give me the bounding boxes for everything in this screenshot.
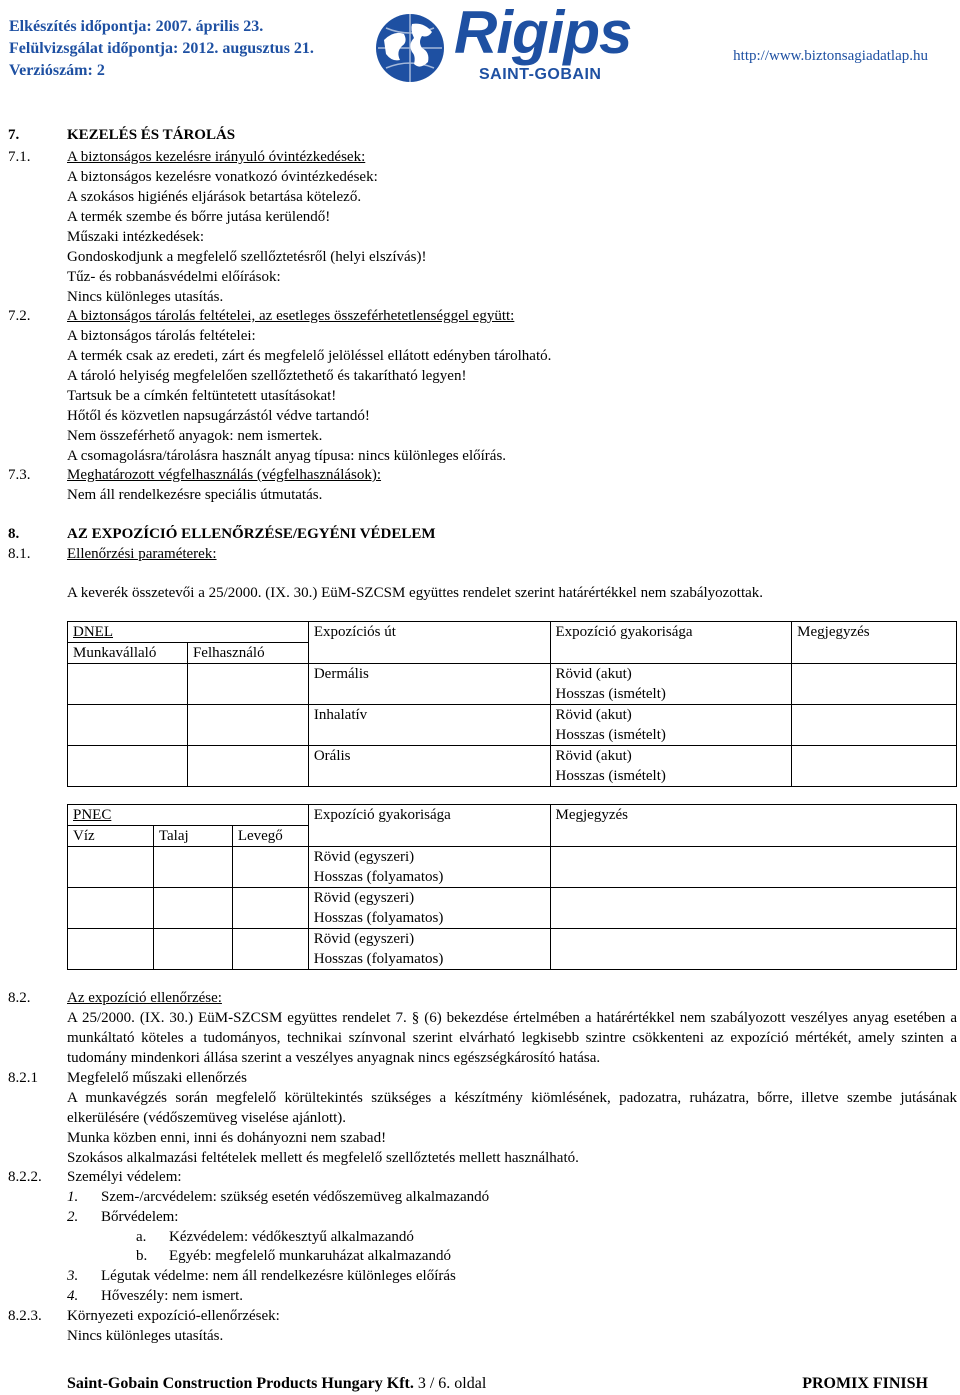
brand-name: Rigips	[454, 0, 632, 66]
text-line: Hőtől és közvetlen napsugárzástól védve tartandó!	[67, 408, 370, 424]
list-item: Egyéb: megfelelő munkaruházat alkalmazandó	[169, 1248, 451, 1264]
dnel-consumer-header: Felhasználó	[187, 643, 308, 664]
pnec-air-header: Levegő	[232, 826, 308, 847]
pnec-soil-header: Talaj	[153, 826, 232, 847]
table-cell	[68, 929, 154, 970]
table-row	[68, 705, 957, 746]
pnec-water-header: Víz	[68, 826, 154, 847]
list-letter: a.	[136, 1229, 147, 1245]
prepared-date: Elkészítés időpontja: 2007. április 23.	[9, 18, 264, 35]
table-cell	[153, 847, 232, 888]
note-cell	[550, 847, 957, 888]
section-7-2-number: 7.2.	[8, 308, 31, 324]
table-row	[68, 746, 957, 787]
dnel-label: DNEL	[68, 622, 309, 643]
list-number: 2.	[67, 1209, 79, 1225]
section-8-2-number: 8.2.	[8, 990, 31, 1006]
section-7-3-title: Meghatározott végfelhasználás (végfelhasználások):	[67, 467, 382, 483]
table-cell	[68, 746, 188, 787]
text-line: Nincs különleges utasítás.	[67, 289, 224, 305]
text-line: Műszaki intézkedések:	[67, 229, 205, 245]
table-cell	[232, 929, 308, 970]
table-cell	[187, 705, 308, 746]
table-row	[68, 847, 957, 888]
text-line: Tűz- és robbanásvédelmi előírások:	[67, 269, 281, 285]
text-line: Szokásos alkalmazási feltételek mellett és megfelelő szellőztetés mellett használható.	[67, 1150, 579, 1166]
text-line: A tároló helyiség megfelelően szellőztethető és takarítható legyen!	[67, 368, 467, 384]
text-line: A biztonságos tárolás feltételei:	[67, 328, 256, 344]
note-cell	[550, 929, 957, 970]
globe-icon	[374, 12, 446, 84]
section-8-1-text: A keverék összetevői a 25/2000. (IX. 30.) EüM-SZCSM együttes rendelet szerint határértékkel nem szabályozottak.	[67, 585, 764, 601]
dnel-table	[67, 621, 957, 787]
page-header	[0, 0, 960, 110]
section-8-number: 8.	[8, 526, 20, 542]
list-number: 3.	[67, 1268, 79, 1284]
table-cell	[68, 888, 154, 929]
section-8-2-3-number: 8.2.3.	[8, 1308, 42, 1324]
pnec-label: PNEC	[68, 805, 309, 826]
revision-date: Felülvizsgálat időpontja: 2012. augusztus 21.	[9, 40, 314, 57]
frequency-cell: Rövid (akut) Hosszas (ismételt)	[550, 664, 792, 705]
section-8-2-1-paragraph: A munkavégzés során megfelelő körültekintés szükséges a készítmény kiömlésének, padozatra, ruházatra, bőrre, illetve szembe jutásának elkerülésére (védőszemüveg viselése ajánlott).	[67, 1090, 957, 1126]
section-8-2-1-title: Megfelelő műszaki ellenőrzés	[67, 1070, 247, 1086]
dnel-route-header: Expozíciós út	[308, 622, 550, 664]
text-line: Nem összeférhető anyagok: nem ismertek.	[67, 428, 323, 444]
footer-product: PROMIX FINISH	[802, 1375, 928, 1392]
dnel-frequency-header: Expozíció gyakorisága	[550, 622, 792, 664]
section-8-2-2-title: Személyi védelem:	[67, 1169, 182, 1185]
section-7-1-number: 7.1.	[8, 149, 31, 165]
version-number: Verziószám: 2	[9, 62, 105, 79]
list-letter: b.	[136, 1248, 148, 1264]
section-8-2-1-number: 8.2.1	[8, 1070, 38, 1086]
route-cell: Inhalatív	[308, 705, 550, 746]
text-line: A termék szembe és bőrre jutása kerülendő!	[67, 209, 331, 225]
table-cell	[187, 664, 308, 705]
section-8-1-title: Ellenőrzési paraméterek:	[67, 546, 217, 562]
table-cell	[68, 847, 154, 888]
text-line: Nincs különleges utasítás.	[67, 1328, 224, 1344]
list-item: Kézvédelem: védőkesztyű alkalmazandó	[169, 1229, 414, 1245]
section-7-number: 7.	[8, 127, 20, 143]
section-8-2-text: A 25/2000. (IX. 30.) EüM-SZCSM együttes rendelet 7. § (6) bekezdése értelmében a határértékkel nem szabályozott veszélyes anyag esetében a munkáltató köteles a tudományos, technikai színvonal szerint elvárható legkisebb szintre csökkenteni az expozíció mértékét, amely szinten a tudomány mindenkori állása szerint a veszélyes anyagnak nincs egészségkárosító hatása.	[67, 1010, 957, 1066]
section-8-2-title: Az expozíció ellenőrzése:	[67, 990, 222, 1006]
text-line: A biztonságos kezelésre vonatkozó óvintézkedések:	[67, 169, 378, 185]
section-7-3-number: 7.3.	[8, 467, 31, 483]
text-line: A szokásos higiénés eljárások betartása kötelező.	[67, 189, 362, 205]
list-number: 4.	[67, 1288, 79, 1304]
section-7-1-title: A biztonságos kezelésre irányuló óvintézkedések:	[67, 149, 366, 165]
pnec-note-header: Megjegyzés	[550, 805, 957, 847]
text-line: Gondoskodjunk a megfelelő szellőztetésről (helyi elszívás)!	[67, 249, 427, 265]
route-cell: Orális	[308, 746, 550, 787]
table-cell	[68, 705, 188, 746]
dnel-worker-header: Munkavállaló	[68, 643, 188, 664]
note-cell	[550, 888, 957, 929]
frequency-cell: Rövid (egyszeri) Hosszas (folyamatos)	[308, 888, 550, 929]
footer-company: Saint-Gobain Construction Products Hungary Kft.	[67, 1375, 414, 1392]
text-line: A csomagolásra/tárolásra használt anyag típusa: nincs különleges előírás.	[67, 448, 507, 464]
footer-page-number: 3 / 6. oldal	[417, 1375, 487, 1392]
text-line: Nem áll rendelkezésre speciális útmutatás.	[67, 487, 323, 503]
header-info	[9, 16, 314, 82]
note-cell	[792, 746, 957, 787]
pnec-frequency-header: Expozíció gyakorisága	[308, 805, 550, 847]
frequency-cell: Rövid (egyszeri) Hosszas (folyamatos)	[308, 847, 550, 888]
text-line: A termék csak az eredeti, zárt és megfelelő jelöléssel ellátott edényben tárolható.	[67, 348, 552, 364]
rigips-logo	[374, 0, 632, 94]
list-item: Szem-/arcvédelem: szükség esetén védőszemüveg alkalmazandó	[101, 1189, 490, 1205]
dnel-note-header: Megjegyzés	[792, 622, 957, 664]
table-row	[68, 888, 957, 929]
note-cell	[792, 664, 957, 705]
section-8-1-number: 8.1.	[8, 546, 31, 562]
section-7-title: KEZELÉS ÉS TÁROLÁS	[67, 127, 236, 143]
brand-subtitle: SAINT-GOBAIN	[479, 66, 602, 83]
table-row	[68, 929, 957, 970]
table-cell	[153, 888, 232, 929]
table-row	[68, 664, 957, 705]
website-link[interactable]: http://www.biztonsagiadatlap.hu	[733, 48, 928, 64]
section-8-2-2-number: 8.2.2.	[8, 1169, 42, 1185]
section-8-title: AZ EXPOZÍCIÓ ELLENŐRZÉSE/EGYÉNI VÉDELEM	[67, 526, 436, 542]
frequency-cell: Rövid (akut) Hosszas (ismételt)	[550, 746, 792, 787]
text-line: Tartsuk be a címkén feltüntetett utasításokat!	[67, 388, 337, 404]
text-line: Munka közben enni, inni és dohányozni nem szabad!	[67, 1130, 387, 1146]
section-7-2-title: A biztonságos tárolás feltételei, az esetleges összeférhetetlenséggel együtt:	[67, 308, 515, 324]
table-cell	[68, 664, 188, 705]
list-item: Bőrvédelem:	[101, 1209, 179, 1225]
list-item: Légutak védelme: nem áll rendelkezésre különleges előírás	[101, 1268, 456, 1284]
section-8-2-3-title: Környezeti expozíció-ellenőrzések:	[67, 1308, 280, 1324]
pnec-table	[67, 804, 957, 970]
table-cell	[232, 847, 308, 888]
list-item: Hőveszély: nem ismert.	[101, 1288, 244, 1304]
page-footer	[67, 1374, 928, 1394]
frequency-cell: Rövid (egyszeri) Hosszas (folyamatos)	[308, 929, 550, 970]
table-cell	[187, 746, 308, 787]
route-cell: Dermális	[308, 664, 550, 705]
table-cell	[232, 888, 308, 929]
list-number: 1.	[67, 1189, 79, 1205]
table-cell	[153, 929, 232, 970]
frequency-cell: Rövid (akut) Hosszas (ismételt)	[550, 705, 792, 746]
note-cell	[792, 705, 957, 746]
